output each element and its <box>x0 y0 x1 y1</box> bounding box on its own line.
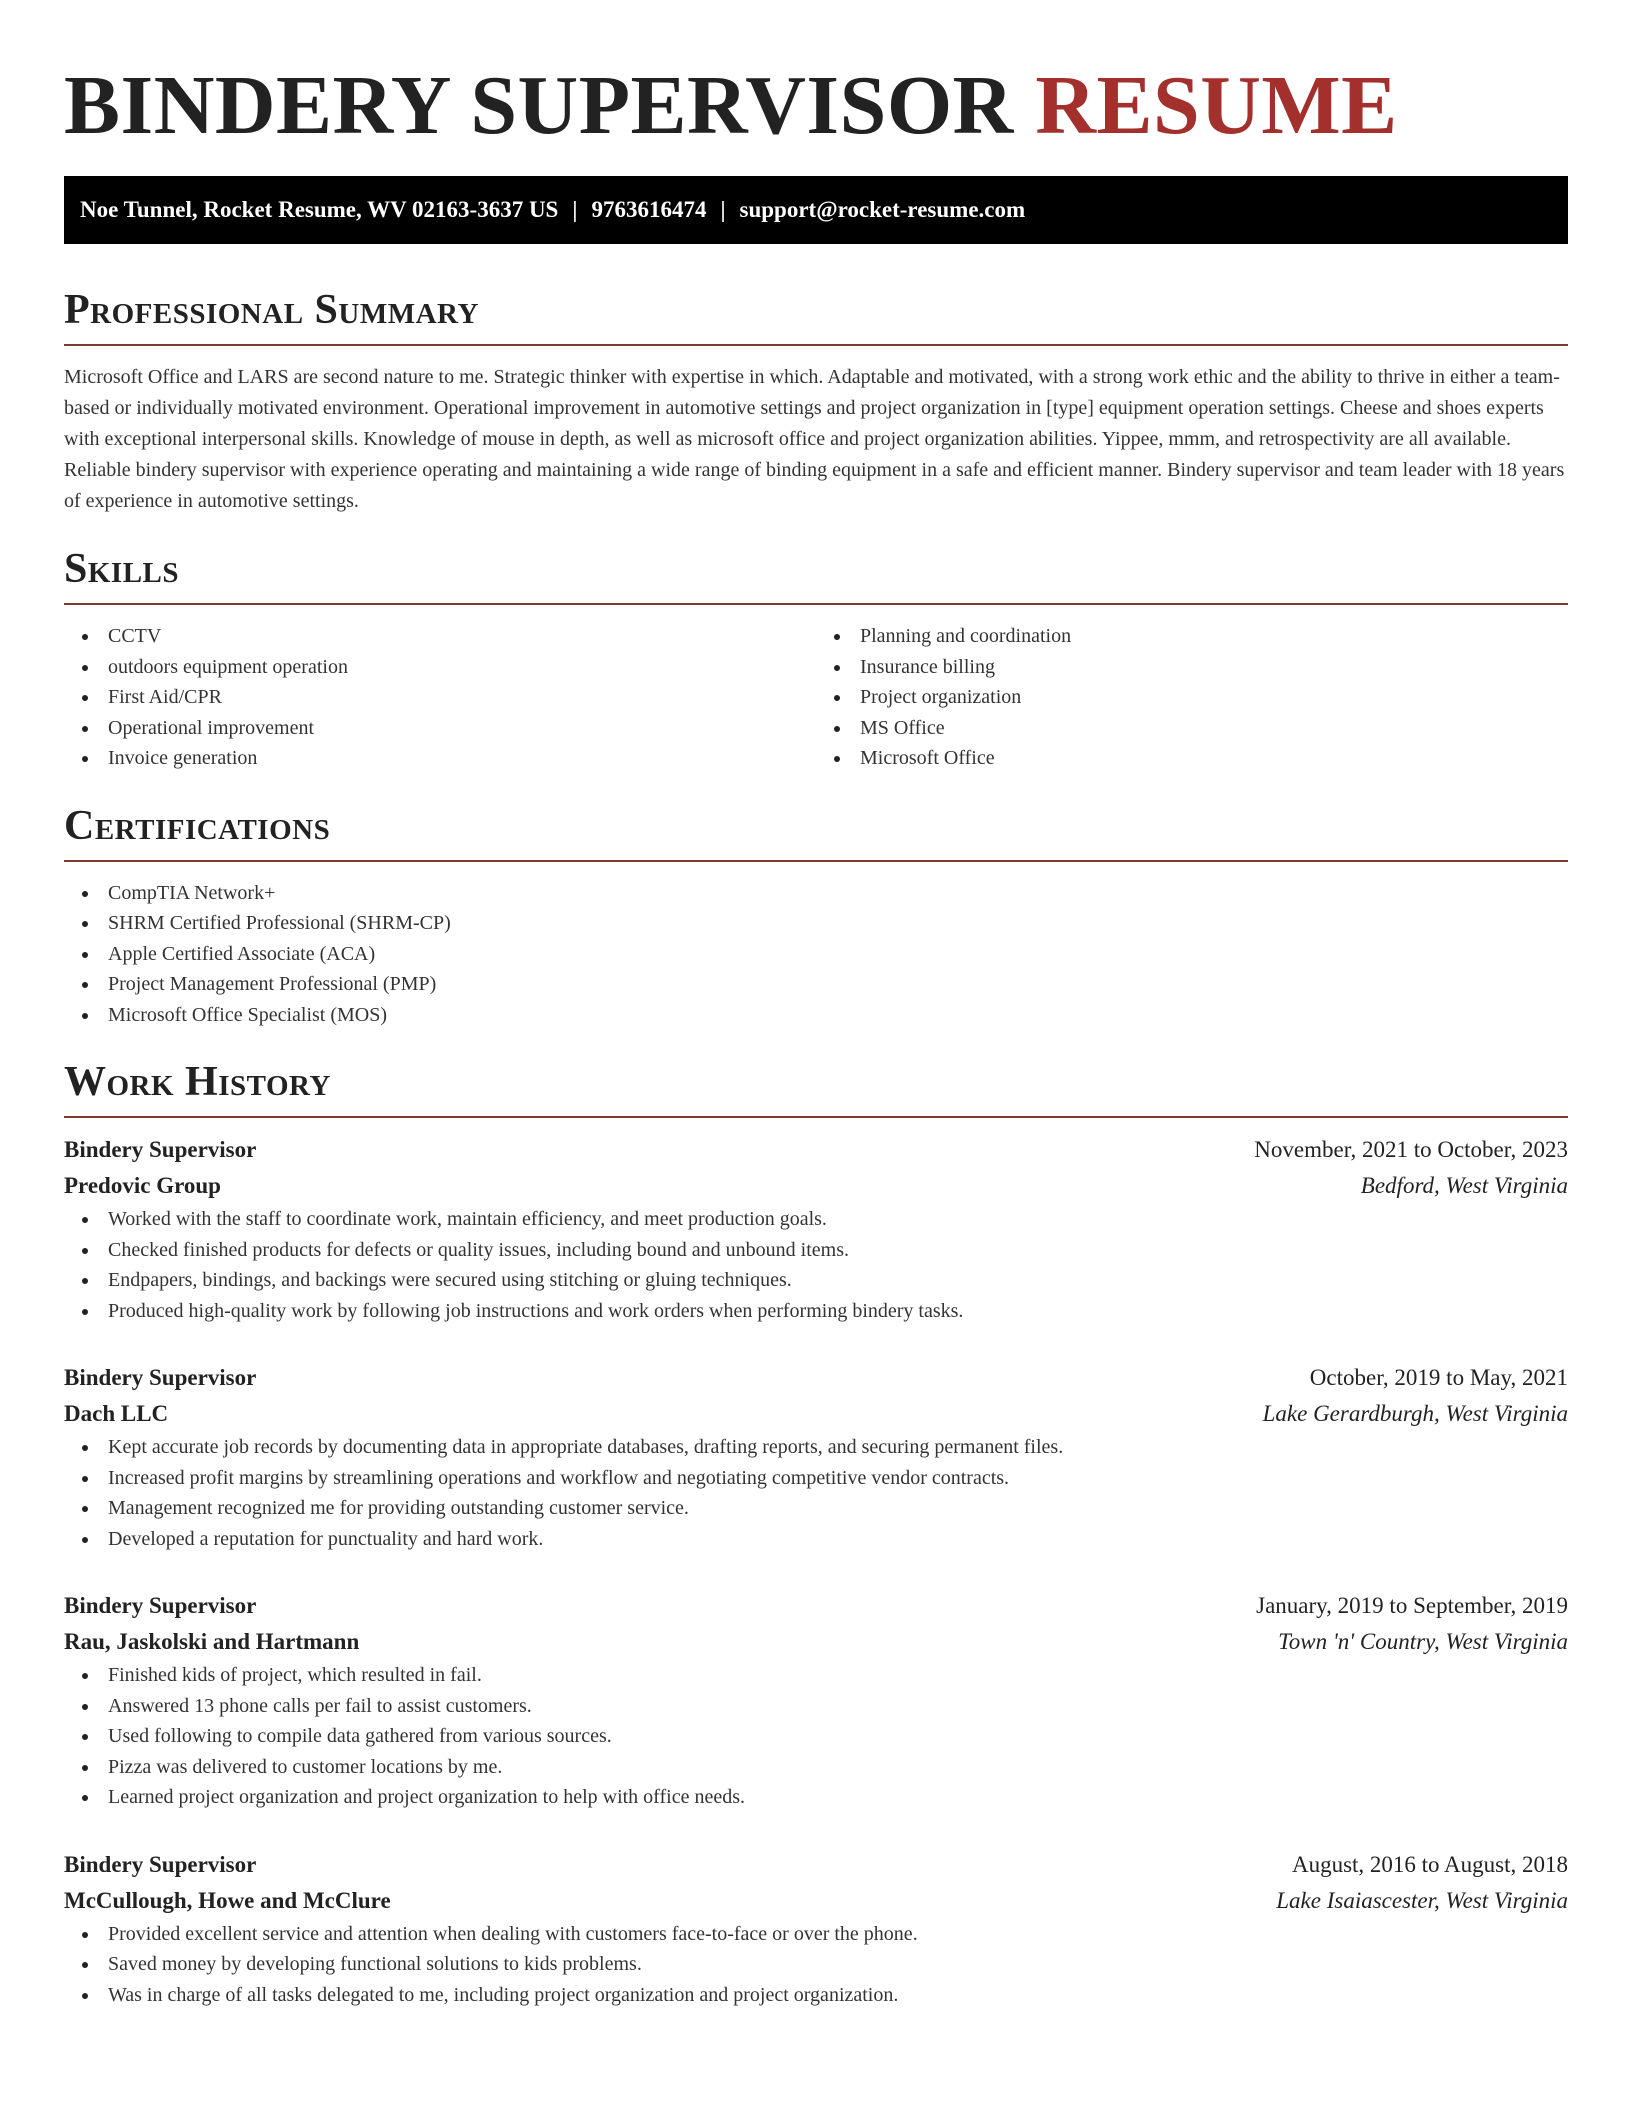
job-title: Bindery Supervisor <box>64 1137 257 1162</box>
job-duty-item: Pizza was delivered to customer locations by me. <box>64 1752 1568 1783</box>
section-heading: Work History <box>64 1059 331 1105</box>
job-duty-item: Finished kids of project, which resulted in fail. <box>64 1660 1568 1691</box>
job-location: Lake Gerardburgh, West Virginia <box>1262 1401 1568 1426</box>
job-company-row <box>64 1883 1568 1919</box>
job-duty-item: Provided excellent service and attention when dealing with customers face-to-face or over the phone. <box>64 1919 1568 1950</box>
contact-email: support@rocket-resume.com <box>739 197 1026 222</box>
job-title: Bindery Supervisor <box>64 1851 257 1877</box>
job-duty-item: Produced high-quality work by following job instructions and work orders when performing bindery tasks. <box>64 1296 1568 1327</box>
certification-item: Project Management Professional (PMP) <box>64 969 1568 1000</box>
section-heading: Professional Summary <box>64 287 479 333</box>
skills-column-right <box>816 621 1568 774</box>
section-divider <box>64 860 1568 862</box>
section-divider <box>64 344 1568 346</box>
job-header-row <box>64 1847 1568 1883</box>
job-duty-item: Worked with the staff to coordinate work, maintain efficiency, and meet production goals. <box>64 1204 1568 1235</box>
job-entry <box>64 1588 1568 1813</box>
job-duty-item: Kept accurate job records by documenting data in appropriate databases, drafting reports, and securing permanent files. <box>64 1432 1568 1463</box>
job-duties-list <box>64 1432 1568 1554</box>
job-duty-item: Used following to compile data gathered from various sources. <box>64 1721 1568 1752</box>
skill-item: Planning and coordination <box>816 621 1568 652</box>
job-dates: January, 2019 to September, 2019 <box>1256 1593 1568 1618</box>
job-entry <box>64 1847 1568 2011</box>
job-duty-item: Learned project organization and project organization to help with office needs. <box>64 1782 1568 1813</box>
professional-summary-section <box>64 284 1568 517</box>
contact-phone: 9763616474 <box>591 197 707 222</box>
skills-section <box>64 543 1568 774</box>
job-title: Bindery Supervisor <box>64 1365 257 1390</box>
job-duty-item: Developed a reputation for punctuality and hard work. <box>64 1524 1568 1555</box>
job-duties-list <box>64 1204 1568 1326</box>
job-company: Rau, Jaskolski and Hartmann <box>64 1629 360 1654</box>
certifications-section <box>64 800 1568 1031</box>
job-location: Bedford, West Virginia <box>1360 1173 1568 1198</box>
certification-item: Apple Certified Associate (ACA) <box>64 939 1568 970</box>
job-header-row <box>64 1588 1568 1624</box>
skill-item: Invoice generation <box>64 743 816 774</box>
job-duty-item: Was in charge of all tasks delegated to me, including project organization and project organization. <box>64 1980 1568 2011</box>
job-header-row <box>64 1360 1568 1396</box>
contact-separator: | <box>720 197 726 222</box>
job-duty-item: Endpapers, bindings, and backings were secured using stitching or gluing techniques. <box>64 1265 1568 1296</box>
skills-grid <box>64 621 1568 774</box>
skill-item: Insurance billing <box>816 652 1568 683</box>
job-duty-item: Management recognized me for providing outstanding customer service. <box>64 1493 1568 1524</box>
job-header-row <box>64 1132 1568 1168</box>
job-dates: August, 2016 to August, 2018 <box>1291 1851 1568 1877</box>
job-duties-list <box>64 1660 1568 1813</box>
job-duties-list <box>64 1919 1568 2011</box>
work-history-section <box>64 1056 1568 2010</box>
certifications-list <box>64 878 1568 1031</box>
summary-text: Microsoft Office and LARS are second nature to me. Strategic thinker with expertise in which. Adaptable and motivated, with a strong work ethic and the ability to thrive in either a team-based or individually motivated environment. Operational improvement in automotive settings and project organization in [type] equipment operation settings. Cheese and shoes experts with exceptional interpersonal skills. Knowledge of mouse in depth, as well as microsoft office and project organization abilities. Yippee, mmm, and retrospectivity are all available. Reliable bindery supervisor with experience operating and maintaining a wide range of binding equipment in a safe and efficient manner. Bindery supervisor and team leader with 18 years of experience in automotive settings. <box>64 366 1565 512</box>
job-dates: October, 2019 to May, 2021 <box>1309 1365 1568 1390</box>
job-location: Town 'n' Country, West Virginia <box>1278 1629 1568 1654</box>
skill-item: Microsoft Office <box>816 743 1568 774</box>
section-heading: Certifications <box>64 802 331 849</box>
job-company: Predovic Group <box>64 1173 221 1198</box>
job-company-row <box>64 1168 1568 1204</box>
page-title <box>64 0 1568 156</box>
title-accent: RESUME <box>1035 59 1398 152</box>
job-title: Bindery Supervisor <box>64 1593 257 1618</box>
job-duty-item: Increased profit margins by streamlining operations and workflow and negotiating competitive vendor contracts. <box>64 1463 1568 1494</box>
job-dates: November, 2021 to October, 2023 <box>1254 1137 1568 1162</box>
skill-item: Project organization <box>816 682 1568 713</box>
contact-address: Noe Tunnel, Rocket Resume, WV 02163-3637 US <box>80 197 559 222</box>
certification-item: Microsoft Office Specialist (MOS) <box>64 1000 1568 1031</box>
job-location: Lake Isaiascester, West Virginia <box>1276 1887 1568 1913</box>
section-divider <box>64 1116 1568 1118</box>
certification-item: SHRM Certified Professional (SHRM-CP) <box>64 908 1568 939</box>
contact-separator: | <box>572 197 578 222</box>
job-company-row <box>64 1624 1568 1660</box>
job-duty-item: Answered 13 phone calls per fail to assist customers. <box>64 1691 1568 1722</box>
job-company: McCullough, Howe and McClure <box>64 1887 391 1913</box>
job-entry <box>64 1360 1568 1554</box>
job-company-row <box>64 1396 1568 1432</box>
skill-item: outdoors equipment operation <box>64 652 816 683</box>
skill-item: First Aid/CPR <box>64 682 816 713</box>
title-main: BINDERY SUPERVISOR <box>64 59 1014 152</box>
section-heading: Skills <box>64 546 180 592</box>
skill-item: Operational improvement <box>64 713 816 744</box>
skill-item: MS Office <box>816 713 1568 744</box>
skills-column-left <box>64 621 816 774</box>
contact-bar <box>64 176 1568 244</box>
job-company: Dach LLC <box>64 1401 169 1426</box>
job-duty-item: Checked finished products for defects or quality issues, including bound and unbound items. <box>64 1235 1568 1266</box>
skill-item: CCTV <box>64 621 816 652</box>
section-divider <box>64 603 1568 605</box>
certification-item: CompTIA Network+ <box>64 878 1568 909</box>
job-entry <box>64 1132 1568 1326</box>
job-duty-item: Saved money by developing functional solutions to kids problems. <box>64 1949 1568 1980</box>
